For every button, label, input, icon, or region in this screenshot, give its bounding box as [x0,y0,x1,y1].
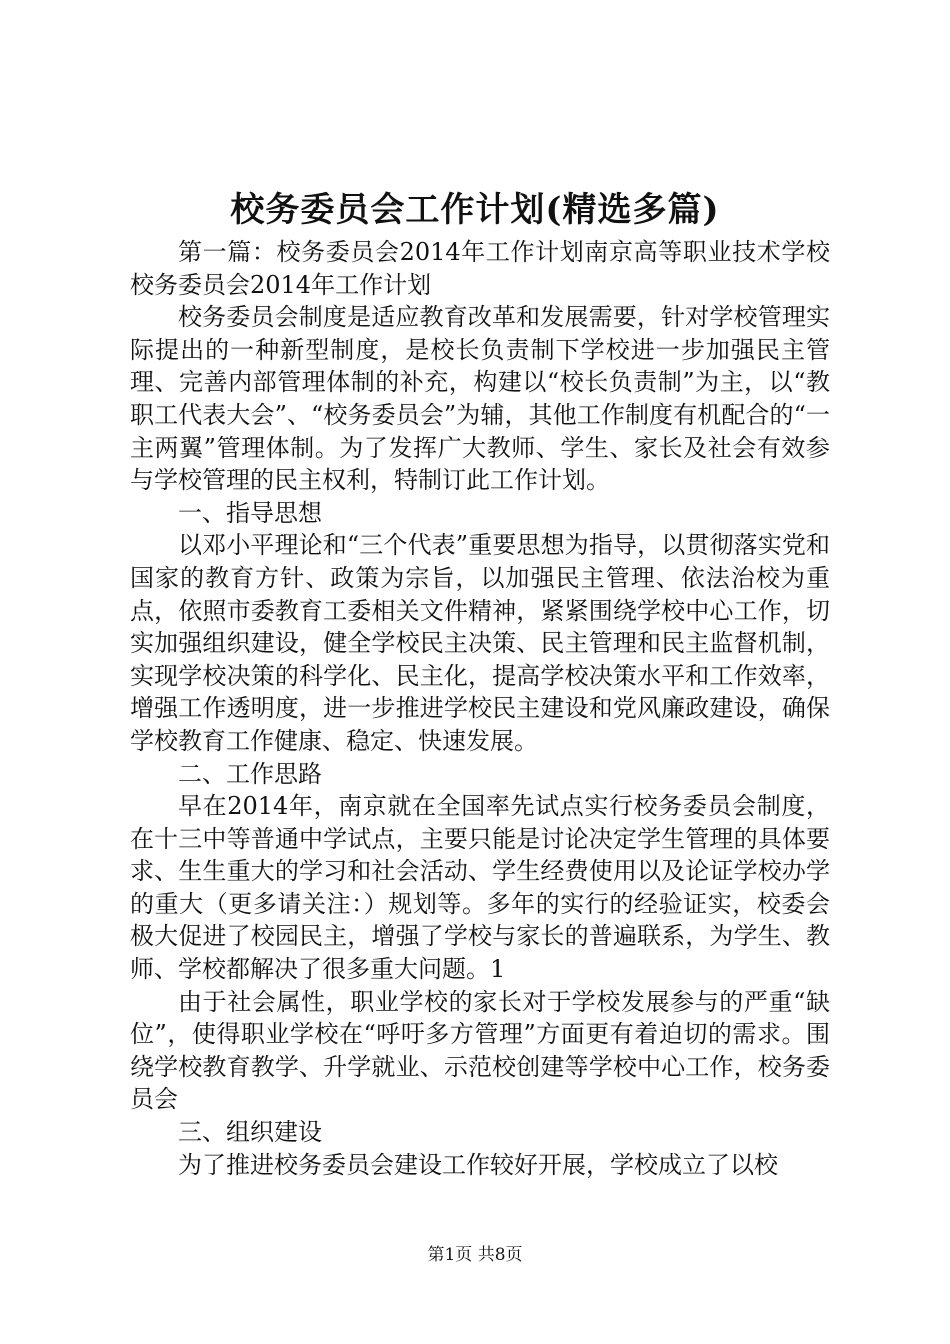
section-heading-guiding-ideology: 一、指导思想 [178,498,322,527]
paragraph-introduction: 校务委员会制度是适应教育改革和发展需要，针对学校管理实际提出的一种新型制度，是校长负责制下学校进一步加强民主管理、完善内部管理体制的补充，构建以“校长负责制”为主，以“教职工代表大会”、“校务委员会”为辅，其他工作制度有机配合的“一主两翼”管理体制。为了发挥广大教师、学生、家长及社会有效参与学校管理的民主权利，特制订此工作计划。 [130,303,830,495]
page-number-footer: 第1页 共8页 [427,1245,523,1265]
document-body [130,236,830,1181]
section-heading-organization: 三、组织建设 [178,1118,322,1147]
paragraph-work-approach-needs: 由于社会属性，职业学校的家长对于学校发展参与的严重“缺位”，使得职业学校在“呼吁多方管理”方面更有着迫切的需求。围绕学校教育教学、升学就业、示范校创建等学校中心工作，校务委员会 [130,987,830,1114]
paragraph-organization: 为了推进校务委员会建设工作较好开展，学校成立了以校 [178,1150,778,1179]
paragraph-heading-part-one: 第一篇：校务委员会2014年工作计划南京高等职业技术学校校务委员会2014年工作计划 [130,238,830,299]
document-title: 校务委员会工作计划(精选多篇) [230,190,720,230]
section-heading-work-approach: 二、工作思路 [178,759,322,788]
paragraph-guiding-ideology: 以邓小平理论和“三个代表”重要思想为指导，以贯彻落实党和国家的教育方针、政策为宗旨，以加强民主管理、依法治校为重点，依照市委教育工委相关文件精神，紧紧围绕学校中心工作，切实加强组织建设，健全学校民主决策、民主管理和民主监督机制，实现学校决策的科学化、民主化，提高学校决策水平和工作效率，增强工作透明度，进一步推进学校民主建设和党风廉政建设，确保学校教育工作健康、稳定、快速发展。 [130,531,830,755]
paragraph-work-approach-history: 早在2014年，南京就在全国率先试点实行校务委员会制度，在十三中等普通中学试点，主要只能是讨论决定学生管理的具体要求、生生重大的学习和社会活动、学生经费使用以及论证学校办学的重大（更多请关注：）规划等。多年的实行的经验证实，校委会极大促进了校园民主，增强了学校与家长的普遍联系，为学生、教师、学校都解决了很多重大问题。1 [130,792,830,984]
